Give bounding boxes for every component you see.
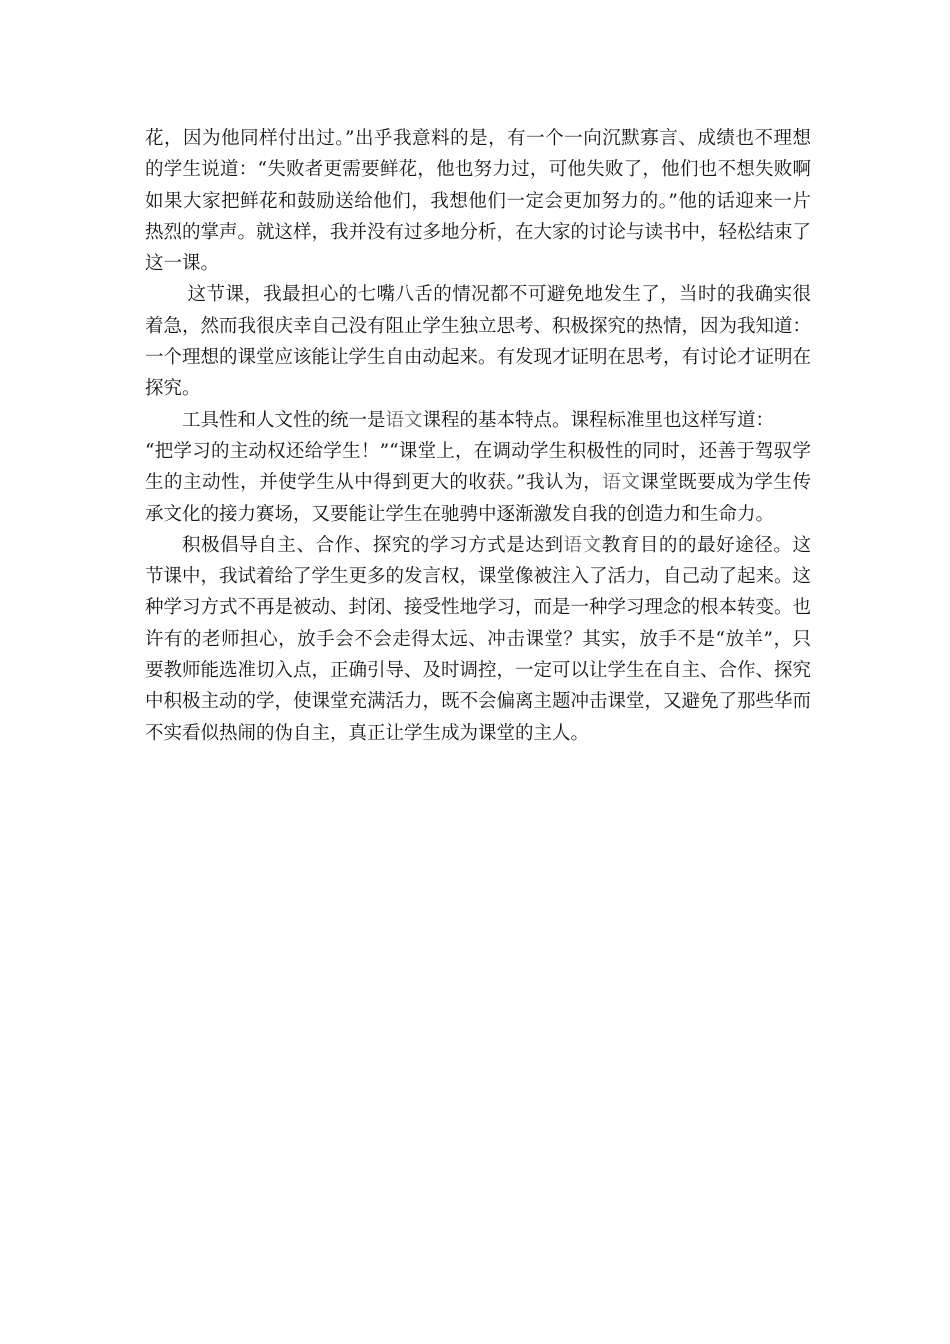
paragraph-3-term-1: 语文 xyxy=(385,409,423,431)
paragraph-3-text-c: “把学习的主动权还给学生！”“课堂上，在调动学生积极性的同时，还善于驾驭学生的主动性，并使学生从中得到更大的收获。”我认为， xyxy=(145,440,811,494)
paragraph-1 xyxy=(145,123,811,279)
paragraph-4-term-1: 语文 xyxy=(563,534,602,556)
paragraph-2-text: 这节课，我最担心的七嘴八舌的情况都不可避免地发生了，当时的我确实很着急，然而我很庆幸自己没有阻止学生独立思考、积极探究的热情，因为我知道：一个理想的课堂应该能让学生自由动起来。有发现才证明在思考，有讨论才证明在探究。 xyxy=(145,284,812,400)
paragraph-1-text: 花，因为他同样付出过。”出乎我意料的是，有一个一向沉默寡言、成绩也不理想的学生说道：“失败者更需要鲜花，他也努力过，可他失败了，他们也不想失败啊如果大家把鲜花和鼓励送给他们，我想他们一定会更加努力的。”他的话迎来一片热烈的掌声。就这样，我并没有过多地分析，在大家的讨论与读书中，轻松结束了这一课。 xyxy=(145,128,812,275)
paragraph-3-text-d: 课堂既要成为学生传承文化的接力赛场，又要能让学生在驰骋中逐渐激发自我的创造力和生命力。 xyxy=(145,472,811,525)
paragraph-4-text-a: 积极倡导自主、合作、探究的学习方式是达到 xyxy=(182,534,564,556)
paragraph-3-term-2: 语文 xyxy=(602,472,641,494)
paragraph-2 xyxy=(145,279,811,404)
paragraph-3-text-b: 课程的基本特点。课程标准里也这样写道： xyxy=(422,409,775,431)
paragraph-4-text-b: 教育目的的最好途径。这节课中，我试着给了学生更多的发言权，课堂像被注入了活力，自己动了起来。这种学习方式不再是被动、封闭、接受性地学习，而是一种学习理念的根本转变。也许有的老师担心，放手会不会走得太远、冲击课堂？其实，放手不是“放羊”，只要教师能选准切入点，正确引导、及时调控，一定可以让学生在自主、合作、探究中积极主动的学，使课堂充满活力，既不会偏离主题冲击课堂，又避免了那些华而不实看似热闹的伪自主，真正让学生成为课堂的主人。 xyxy=(145,534,812,744)
paragraph-3 xyxy=(145,405,811,530)
document-body xyxy=(145,123,811,749)
paragraph-4 xyxy=(145,530,811,749)
paragraph-3-text-a: 工具性和人文性的统一是 xyxy=(182,409,386,431)
